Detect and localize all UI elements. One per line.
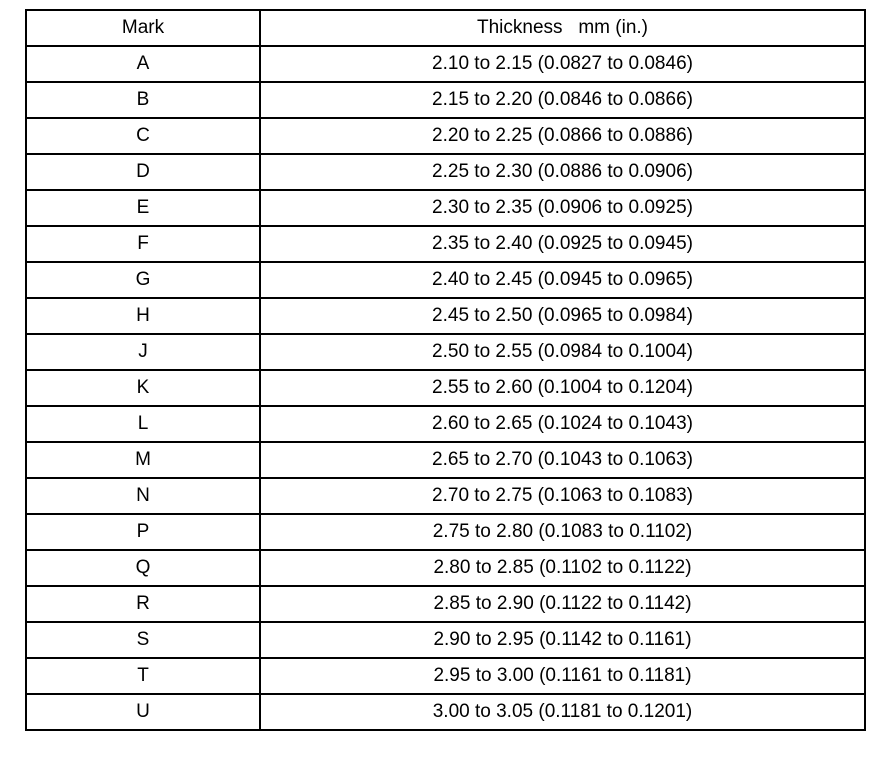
- mark-cell: A: [26, 46, 260, 82]
- mark-cell: K: [26, 370, 260, 406]
- table-row: [26, 226, 865, 262]
- table-row: [26, 550, 865, 586]
- thickness-cell: 2.70 to 2.75 (0.1063 to 0.1083): [260, 478, 865, 514]
- thickness-cell: 2.35 to 2.40 (0.0925 to 0.0945): [260, 226, 865, 262]
- table-row: [26, 334, 865, 370]
- mark-cell: U: [26, 694, 260, 730]
- table-row: [26, 478, 865, 514]
- table-row: [26, 514, 865, 550]
- mark-cell: D: [26, 154, 260, 190]
- thickness-cell: 2.65 to 2.70 (0.1043 to 0.1063): [260, 442, 865, 478]
- header-row: [26, 10, 865, 46]
- mark-cell: M: [26, 442, 260, 478]
- table-row: [26, 658, 865, 694]
- mark-cell: J: [26, 334, 260, 370]
- thickness-cell: 2.30 to 2.35 (0.0906 to 0.0925): [260, 190, 865, 226]
- mark-cell: G: [26, 262, 260, 298]
- thickness-cell: 2.25 to 2.30 (0.0886 to 0.0906): [260, 154, 865, 190]
- mark-cell: C: [26, 118, 260, 154]
- thickness-cell: 3.00 to 3.05 (0.1181 to 0.1201): [260, 694, 865, 730]
- table-row: [26, 586, 865, 622]
- thickness-cell: 2.75 to 2.80 (0.1083 to 0.1102): [260, 514, 865, 550]
- mark-cell: H: [26, 298, 260, 334]
- thickness-cell: 2.10 to 2.15 (0.0827 to 0.0846): [260, 46, 865, 82]
- thickness-cell: 2.50 to 2.55 (0.0984 to 0.1004): [260, 334, 865, 370]
- table-row: [26, 622, 865, 658]
- table-row: [26, 370, 865, 406]
- table-body: [26, 46, 865, 730]
- table-row: [26, 442, 865, 478]
- thickness-cell: 2.80 to 2.85 (0.1102 to 0.1122): [260, 550, 865, 586]
- thickness-cell: 2.15 to 2.20 (0.0846 to 0.0866): [260, 82, 865, 118]
- mark-cell: R: [26, 586, 260, 622]
- mark-cell: N: [26, 478, 260, 514]
- thickness-cell: 2.85 to 2.90 (0.1122 to 0.1142): [260, 586, 865, 622]
- table-row: [26, 694, 865, 730]
- table-row: [26, 262, 865, 298]
- table-row: [26, 406, 865, 442]
- table-row: [26, 82, 865, 118]
- thickness-cell: 2.45 to 2.50 (0.0965 to 0.0984): [260, 298, 865, 334]
- mark-cell: F: [26, 226, 260, 262]
- mark-cell: B: [26, 82, 260, 118]
- mark-cell: T: [26, 658, 260, 694]
- header-mark: Mark: [26, 10, 260, 46]
- mark-cell: L: [26, 406, 260, 442]
- mark-cell: S: [26, 622, 260, 658]
- thickness-cell: 2.95 to 3.00 (0.1161 to 0.1181): [260, 658, 865, 694]
- thickness-table: [25, 9, 866, 731]
- table-row: [26, 46, 865, 82]
- header-thickness: Thickness mm (in.): [260, 10, 865, 46]
- table-row: [26, 118, 865, 154]
- thickness-cell: 2.90 to 2.95 (0.1142 to 0.1161): [260, 622, 865, 658]
- mark-cell: P: [26, 514, 260, 550]
- mark-cell: E: [26, 190, 260, 226]
- thickness-cell: 2.60 to 2.65 (0.1024 to 0.1043): [260, 406, 865, 442]
- table-row: [26, 298, 865, 334]
- table-row: [26, 190, 865, 226]
- table-row: [26, 154, 865, 190]
- mark-cell: Q: [26, 550, 260, 586]
- thickness-cell: 2.40 to 2.45 (0.0945 to 0.0965): [260, 262, 865, 298]
- thickness-cell: 2.55 to 2.60 (0.1004 to 0.1204): [260, 370, 865, 406]
- thickness-cell: 2.20 to 2.25 (0.0866 to 0.0886): [260, 118, 865, 154]
